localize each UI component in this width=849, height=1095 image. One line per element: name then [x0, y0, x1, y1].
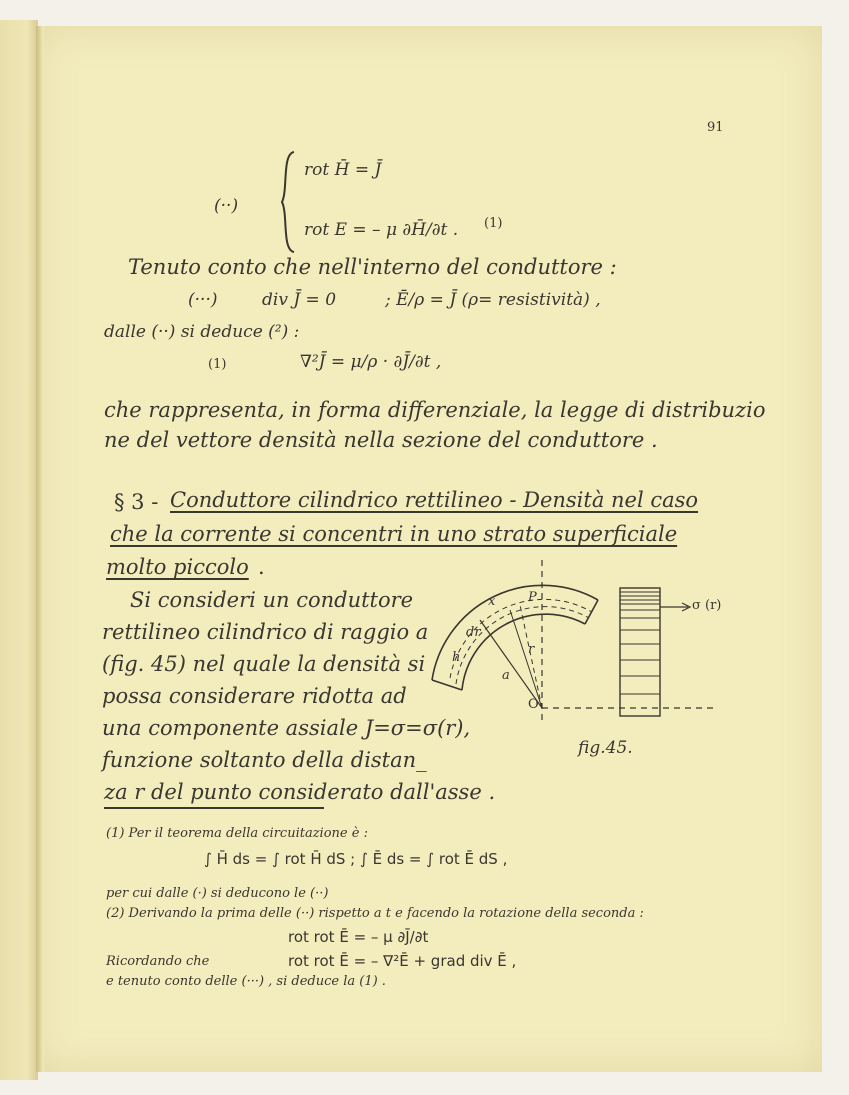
- footnote-1-equation: ∫ H̄ ds = ∫ rot H̄ dS ; ∫ Ē ds = ∫ rot Ē dS ,: [204, 850, 508, 868]
- section-title-end: .: [258, 555, 265, 579]
- section-title-line-1: Conduttore cilindrico rettilineo - Densità nel caso: [170, 488, 699, 512]
- figure-label-a: a: [502, 668, 510, 683]
- eq-line-1: rot H̄ = J̄: [304, 160, 382, 180]
- body-che-line-2: ne del vettore densità nella sezione del conduttore .: [104, 428, 658, 452]
- figure-label-dr: dr: [466, 625, 481, 640]
- figure-label-O: O: [528, 697, 539, 712]
- page-number: 91: [707, 120, 724, 135]
- section-number: § 3 -: [114, 490, 159, 514]
- para-line: za r del punto considerato dall'asse .: [104, 780, 496, 804]
- figure-label-h: h: [452, 650, 461, 665]
- footnote-1-follow: per cui dalle (·) si deducono le (··): [106, 886, 329, 901]
- eq-block-label: (··): [214, 196, 239, 216]
- footnote-1: (1) Per il teorema della circuitazione è :: [106, 826, 368, 841]
- footnote-2-equation: rot rot Ē = – μ ∂J̄/∂t: [288, 928, 429, 946]
- eq-line-2: rot E = – μ ∂H̄/∂t .: [304, 220, 459, 240]
- eq3-part-a: div J̄ = 0: [262, 290, 337, 310]
- para-line: rettilineo cilindrico di raggio a: [102, 620, 429, 644]
- section-title-line-3: molto piccolo: [106, 555, 249, 579]
- footnote-tenuto: e tenuto conto delle (···) , si deduce la (1) .: [106, 974, 386, 989]
- figure-label-P: P: [528, 590, 537, 605]
- eq1-label: (1): [208, 357, 227, 372]
- body-tenuto: Tenuto conto che nell'interno del conduttore :: [128, 255, 617, 279]
- footnote-2: (2) Derivando la prima delle (··) rispetto a t e facendo la rotazione della seconda :: [106, 906, 644, 921]
- page-spine: [36, 26, 44, 1072]
- para-line: funzione soltanto della distan_: [102, 748, 427, 772]
- eq3-label: (···): [188, 290, 218, 310]
- eq1: ∇²J̄ = μ/ρ · ∂J̄/∂t ,: [300, 352, 442, 372]
- para-line: Si consideri un conduttore: [130, 588, 414, 612]
- left-page-edge: [0, 20, 38, 1080]
- eq-footnote-ref: (1): [484, 216, 503, 231]
- body-che-line-1: che rappresenta, in forma differenziale, la legge di distribuzio: [104, 398, 766, 422]
- figure-label-sigma: σ (r): [692, 598, 722, 613]
- figure-caption: fig.45.: [578, 738, 633, 758]
- para-line: una componente assiale J=σ=σ(r),: [102, 716, 471, 740]
- footnote-ricordando: Ricordando che: [106, 954, 210, 969]
- paragraph-end-rule: [104, 806, 334, 812]
- eq3-part-b: ; Ē/ρ = J̄ (ρ= resistività) ,: [385, 290, 601, 310]
- para-line: (fig. 45) nel quale la densità si: [102, 652, 426, 676]
- body-dalle: dalle (··) si deduce (²) :: [104, 322, 300, 342]
- curly-brace-icon: [278, 150, 298, 254]
- figure-45-diagram: [420, 560, 740, 730]
- para-line: possa considerare ridotta ad: [102, 684, 407, 708]
- figure-label-x: x: [488, 594, 496, 609]
- section-title-line-2: che la corrente si concentri in uno strato superficiale: [110, 522, 678, 546]
- figure-label-r: r: [528, 642, 535, 657]
- footnote-ricordando-equation: rot rot Ē = – ∇²Ē + grad div Ē ,: [288, 952, 517, 970]
